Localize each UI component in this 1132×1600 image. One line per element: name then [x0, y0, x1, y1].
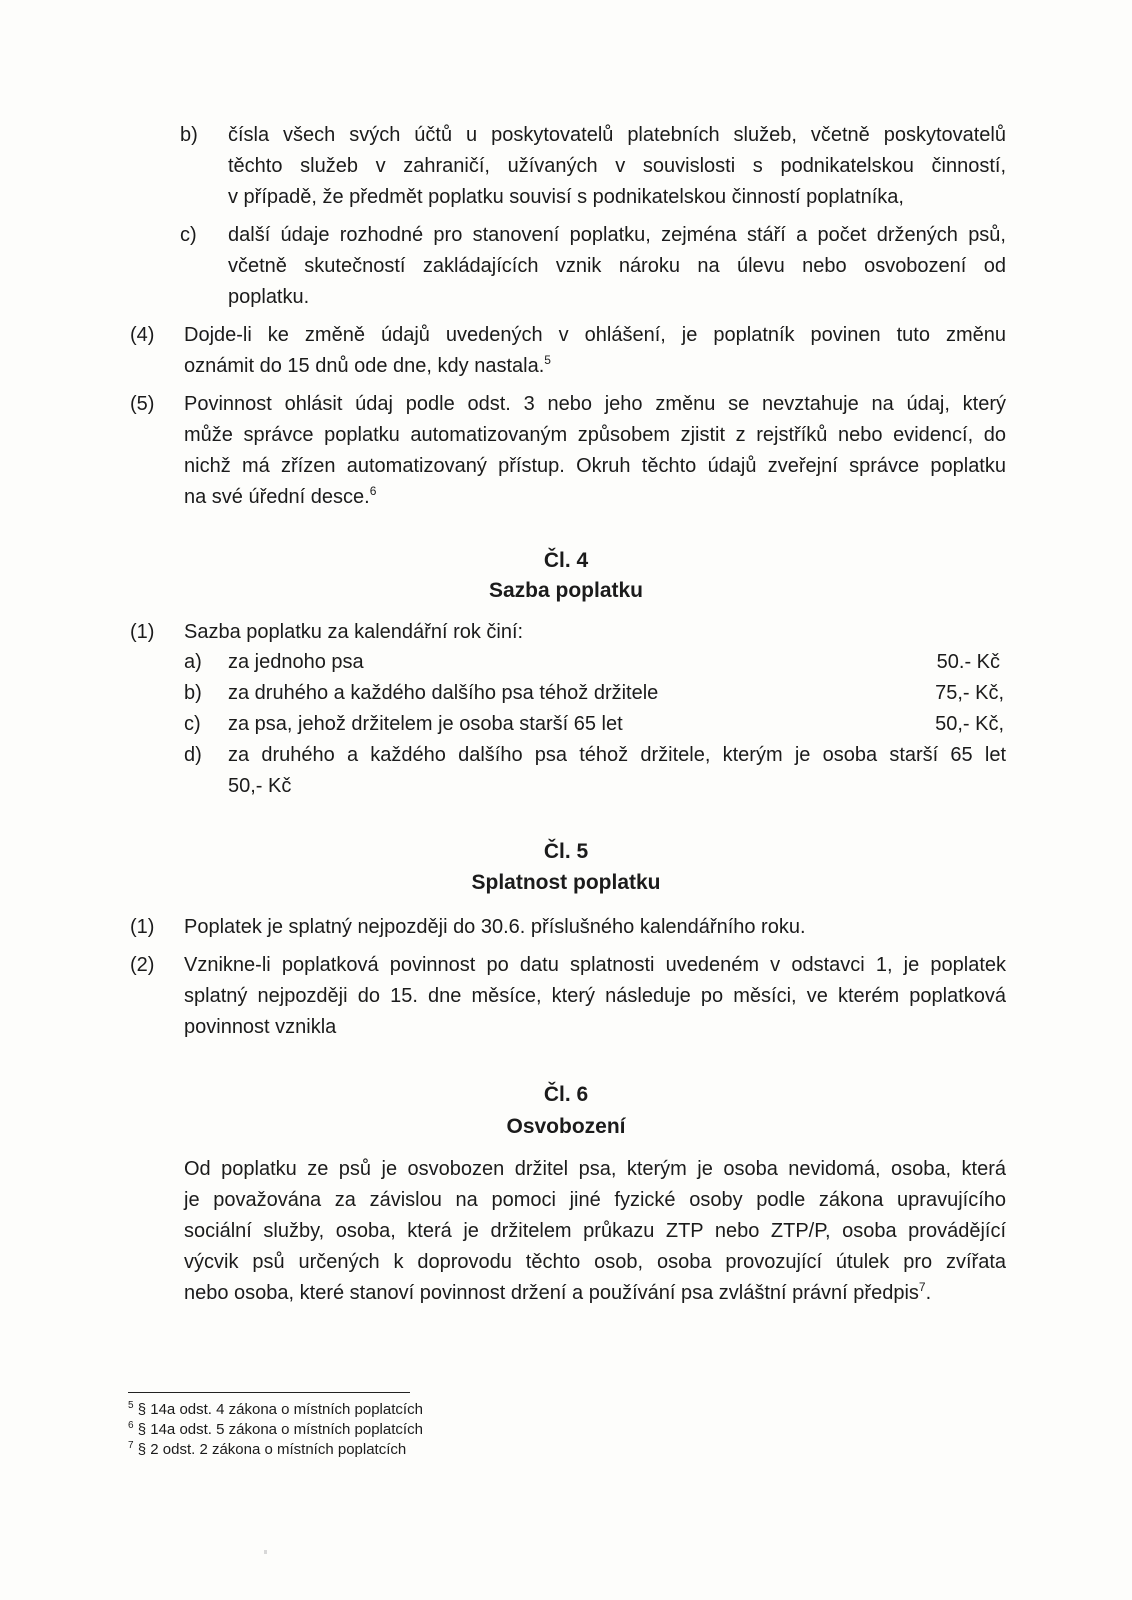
text-line: může správce poplatku automatizovaným způsobem zjistit z rejstříků nebo evidencí, do [184, 424, 1006, 446]
scan-speck [264, 1550, 267, 1554]
rate-amount: 50.- Kč [936, 651, 1000, 673]
article-5-title: Splatnost poplatku [471, 871, 661, 894]
text-line: včetně skutečností zakládajících vznik nároku na úlevu nebo osvobození od [228, 255, 1006, 277]
text-line: čísla všech svých účtů u poskytovatelů platebních služeb, včetně poskytovatelů [228, 124, 1006, 146]
text-line: nichž má zřízen automatizovaný přístup. Okruh těchto údajů zveřejní správce poplatku [184, 455, 1006, 477]
article-4-number: Čl. 4 [543, 549, 589, 572]
footnote-6 [128, 1420, 423, 1440]
footnote-number: 5 [128, 1400, 134, 1411]
text-line: Sazba poplatku za kalendářní rok činí: [184, 621, 524, 643]
article-4-title: Sazba poplatku [488, 579, 644, 602]
paragraph-number: (5) [130, 393, 155, 415]
text-line: nebo osoba, které stanoví povinnost držení a používání psa zvláštní právní předpis$^7$. [184, 1280, 932, 1304]
rate-description: za druhého a každého dalšího psa téhož držitele, kterým je osoba starší 65 let [228, 744, 1006, 766]
text-line: v případě, že předmět poplatku souvisí s podnikatelskou činností poplatníka, [228, 186, 904, 208]
text-line: Povinnost ohlásit údaj podle odst. 3 nebo jeho změnu se nevztahuje na údaj, který [184, 393, 1006, 415]
article-5-number: Čl. 5 [543, 840, 589, 863]
rate-description: za psa, jehož držitelem je osoba starší 65 let [228, 713, 623, 735]
rate-amount: 50,- Kč [228, 775, 292, 797]
footnote-separator [128, 1392, 410, 1393]
text-line: výcvik psů určených k doprovodu těchto osob, osoba provozující útulek pro zvířata [184, 1251, 1006, 1273]
article-6-title: Osvobození [506, 1115, 626, 1138]
item-label: b) [180, 124, 198, 146]
rate-description: za jednoho psa [228, 651, 364, 673]
paragraph-number: (1) [130, 916, 155, 938]
rate-amount: 50,- Kč, [935, 713, 1004, 735]
footnote-ref: 7 [918, 1280, 926, 1294]
article-6-number: Čl. 6 [543, 1083, 589, 1106]
footnote-text: § 14a odst. 4 zákona o místních poplatcích [137, 1401, 423, 1418]
rate-amount: 75,- Kč, [935, 682, 1004, 704]
footnote-7 [128, 1440, 406, 1460]
paragraph-number: (1) [130, 621, 155, 643]
text-line: sociální služby, osoba, která je držitelem průkazu ZTP nebo ZTP/P, osoba provádějící [184, 1220, 1006, 1242]
text-line: Od poplatku ze psů je osvobozen držitel psa, kterým je osoba nevidomá, osoba, která [184, 1158, 1006, 1180]
paragraph-number: (2) [130, 954, 155, 976]
text-line: Poplatek je splatný nejpozději do 30.6. příslušného kalendářního roku. [184, 916, 806, 938]
footnote-text: § 14a odst. 5 zákona o místních poplatcích [137, 1421, 423, 1438]
text-line: další údaje rozhodné pro stanovení poplatku, zejména stáří a počet držených psů, [228, 224, 1006, 246]
text-line: je považována za závislou na pomoci jiné fyzické osoby podle zákona upravujícího [184, 1189, 1006, 1211]
footnote-number: 6 [128, 1420, 134, 1431]
item-label: d) [184, 744, 202, 766]
footnote-5 [128, 1400, 423, 1420]
footnote-ref: 5 [544, 353, 551, 367]
footnote-number: 7 [128, 1440, 134, 1451]
text-line: poplatku. [228, 286, 310, 308]
text-line: povinnost vznikla [184, 1016, 337, 1038]
text-line: na své úřední desce.$^6$ [184, 484, 377, 508]
text-line: Dojde-li ke změně údajů uvedených v ohlášení, je poplatník povinen tuto změnu [184, 324, 1006, 346]
text-line: oznámit do 15 dnů ode dne, kdy nastala.$^5$ [184, 353, 551, 377]
item-label: c) [184, 713, 201, 735]
text-line: splatný nejpozději do 15. dne měsíce, který následuje po měsíci, ve kterém poplatková [184, 985, 1006, 1007]
item-label: b) [184, 682, 202, 704]
text-line: těchto služeb v zahraničí, užívaných v souvislosti s podnikatelskou činností, [228, 155, 1006, 177]
text-line: Vznikne-li poplatková povinnost po datu splatnosti uvedeném v odstavci 1, je poplatek [184, 954, 1006, 976]
item-label: c) [180, 224, 197, 246]
footnote-text: § 2 odst. 2 zákona o místních poplatcích [137, 1441, 407, 1458]
rate-description: za druhého a každého dalšího psa téhož držitele [228, 682, 659, 704]
footnote-ref: 6 [369, 484, 377, 498]
item-label: a) [184, 651, 202, 673]
paragraph-number: (4) [130, 324, 155, 346]
